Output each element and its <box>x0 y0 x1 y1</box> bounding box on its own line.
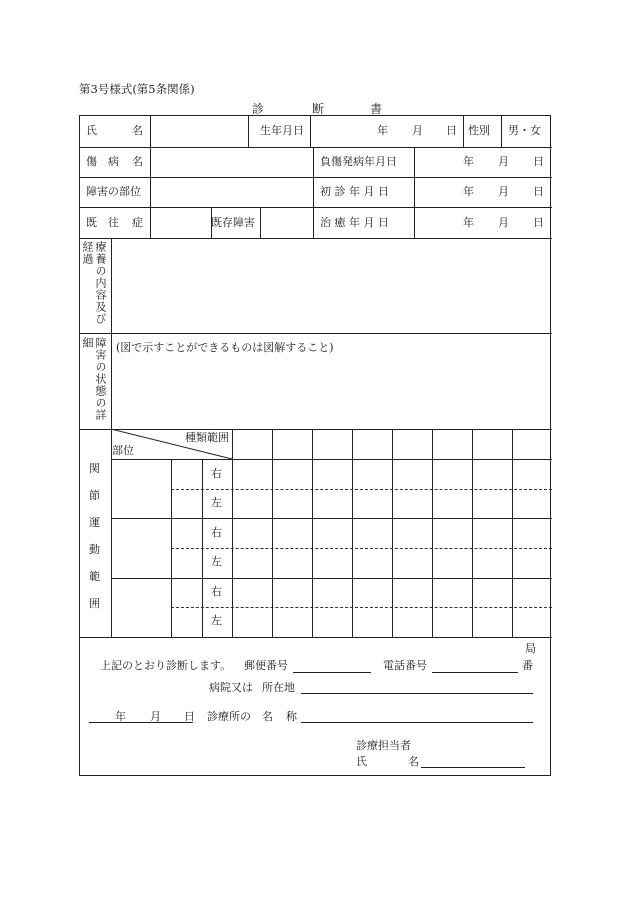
date-field[interactable] <box>89 722 193 723</box>
footer-day-unit: 日 <box>184 710 195 723</box>
history-label-2: 往 <box>108 216 119 229</box>
cure-month-unit: 月 <box>498 216 509 229</box>
phone-label: 電話番号 <box>383 659 427 672</box>
diagnosis-form <box>79 115 551 776</box>
injury-label-2: 病 <box>108 155 119 168</box>
footer-month-unit: 月 <box>150 710 161 723</box>
clinic-label: 診療所の <box>207 710 251 723</box>
signer-label-1: 氏 <box>356 755 367 768</box>
onset-month-unit: 月 <box>498 155 509 168</box>
onset-year-unit: 年 <box>463 155 474 168</box>
title-char-3: 書 <box>370 102 383 116</box>
onset-day-unit: 日 <box>533 155 544 168</box>
birth-month-unit: 月 <box>412 124 423 137</box>
signer-label-2: 名 <box>408 755 419 768</box>
visit-year-unit: 年 <box>463 185 474 198</box>
onset-date-label: 負傷発病年月日 <box>320 155 397 168</box>
rom-label-4: 動 <box>89 543 100 556</box>
bureau-label: 局 <box>525 642 536 655</box>
form-number: 第3号様式(第5条関係) <box>79 82 195 96</box>
site-label: 障害の部位 <box>86 185 141 198</box>
history-label-1: 既 <box>86 216 97 229</box>
sex-options: 男・女 <box>508 124 541 137</box>
facility-name-field[interactable] <box>301 722 533 723</box>
facility-name-label-2: 称 <box>286 710 297 723</box>
cure-year-unit: 年 <box>463 216 474 229</box>
injury-label-3: 名 <box>132 155 143 168</box>
side-right-1: 右 <box>211 467 222 480</box>
birth-day-unit: 日 <box>446 124 457 137</box>
first-visit-label: 初 診 年 月 日 <box>320 185 389 198</box>
detail-label-2: 障害の状態の詳 <box>94 337 107 421</box>
detail-label-1: 細 <box>81 337 94 349</box>
type-range-header: 種類範囲 <box>185 431 229 444</box>
history-label-3: 症 <box>132 216 143 229</box>
birth-year-unit: 年 <box>377 124 388 137</box>
phone-field[interactable] <box>432 672 518 673</box>
rom-label-5: 範 <box>89 570 100 583</box>
title-char-2: 断 <box>312 102 325 116</box>
side-left-2: 左 <box>211 555 222 568</box>
address-label: 所在地 <box>262 681 295 694</box>
name-label-1: 氏 <box>86 124 97 137</box>
diagram-note: (図で示すことができるものは図解すること) <box>116 341 334 354</box>
rom-label-3: 運 <box>89 516 100 529</box>
visit-month-unit: 月 <box>498 185 509 198</box>
diagnosis-statement: 上記のとおり診断します。 <box>100 659 232 672</box>
name-label-2: 名 <box>132 124 143 137</box>
rom-label-1: 関 <box>89 462 100 475</box>
side-right-2: 右 <box>211 526 222 539</box>
rom-label-2: 節 <box>89 489 100 502</box>
facility-name-label-1: 名 <box>262 710 273 723</box>
cure-date-label: 治 癒 年 月 日 <box>320 216 389 229</box>
signer-field[interactable] <box>421 767 525 768</box>
progress-label-1: 経過 <box>81 241 94 265</box>
doctor-label: 診療担当者 <box>356 739 411 752</box>
hospital-label: 病院又は <box>209 681 253 694</box>
visit-day-unit: 日 <box>533 185 544 198</box>
address-field[interactable] <box>301 693 533 694</box>
side-left-1: 左 <box>211 496 222 509</box>
postal-label: 郵便番号 <box>244 659 288 672</box>
site-header: 部位 <box>112 444 134 457</box>
cure-day-unit: 日 <box>533 216 544 229</box>
existing-disability-label: 既存障害 <box>211 216 255 229</box>
rom-label-6: 囲 <box>89 597 100 610</box>
footer-year-unit: 年 <box>115 710 126 723</box>
side-right-3: 右 <box>211 585 222 598</box>
sex-label: 性別 <box>468 124 490 137</box>
side-left-3: 左 <box>211 614 222 627</box>
title-char-1: 診 <box>252 102 265 116</box>
injury-label-1: 傷 <box>86 155 97 168</box>
postal-field[interactable] <box>293 672 371 673</box>
progress-label-2: 療養の内容及び <box>94 241 107 325</box>
birthdate-label: 生年月日 <box>260 124 304 137</box>
ban-label: 番 <box>522 659 533 672</box>
